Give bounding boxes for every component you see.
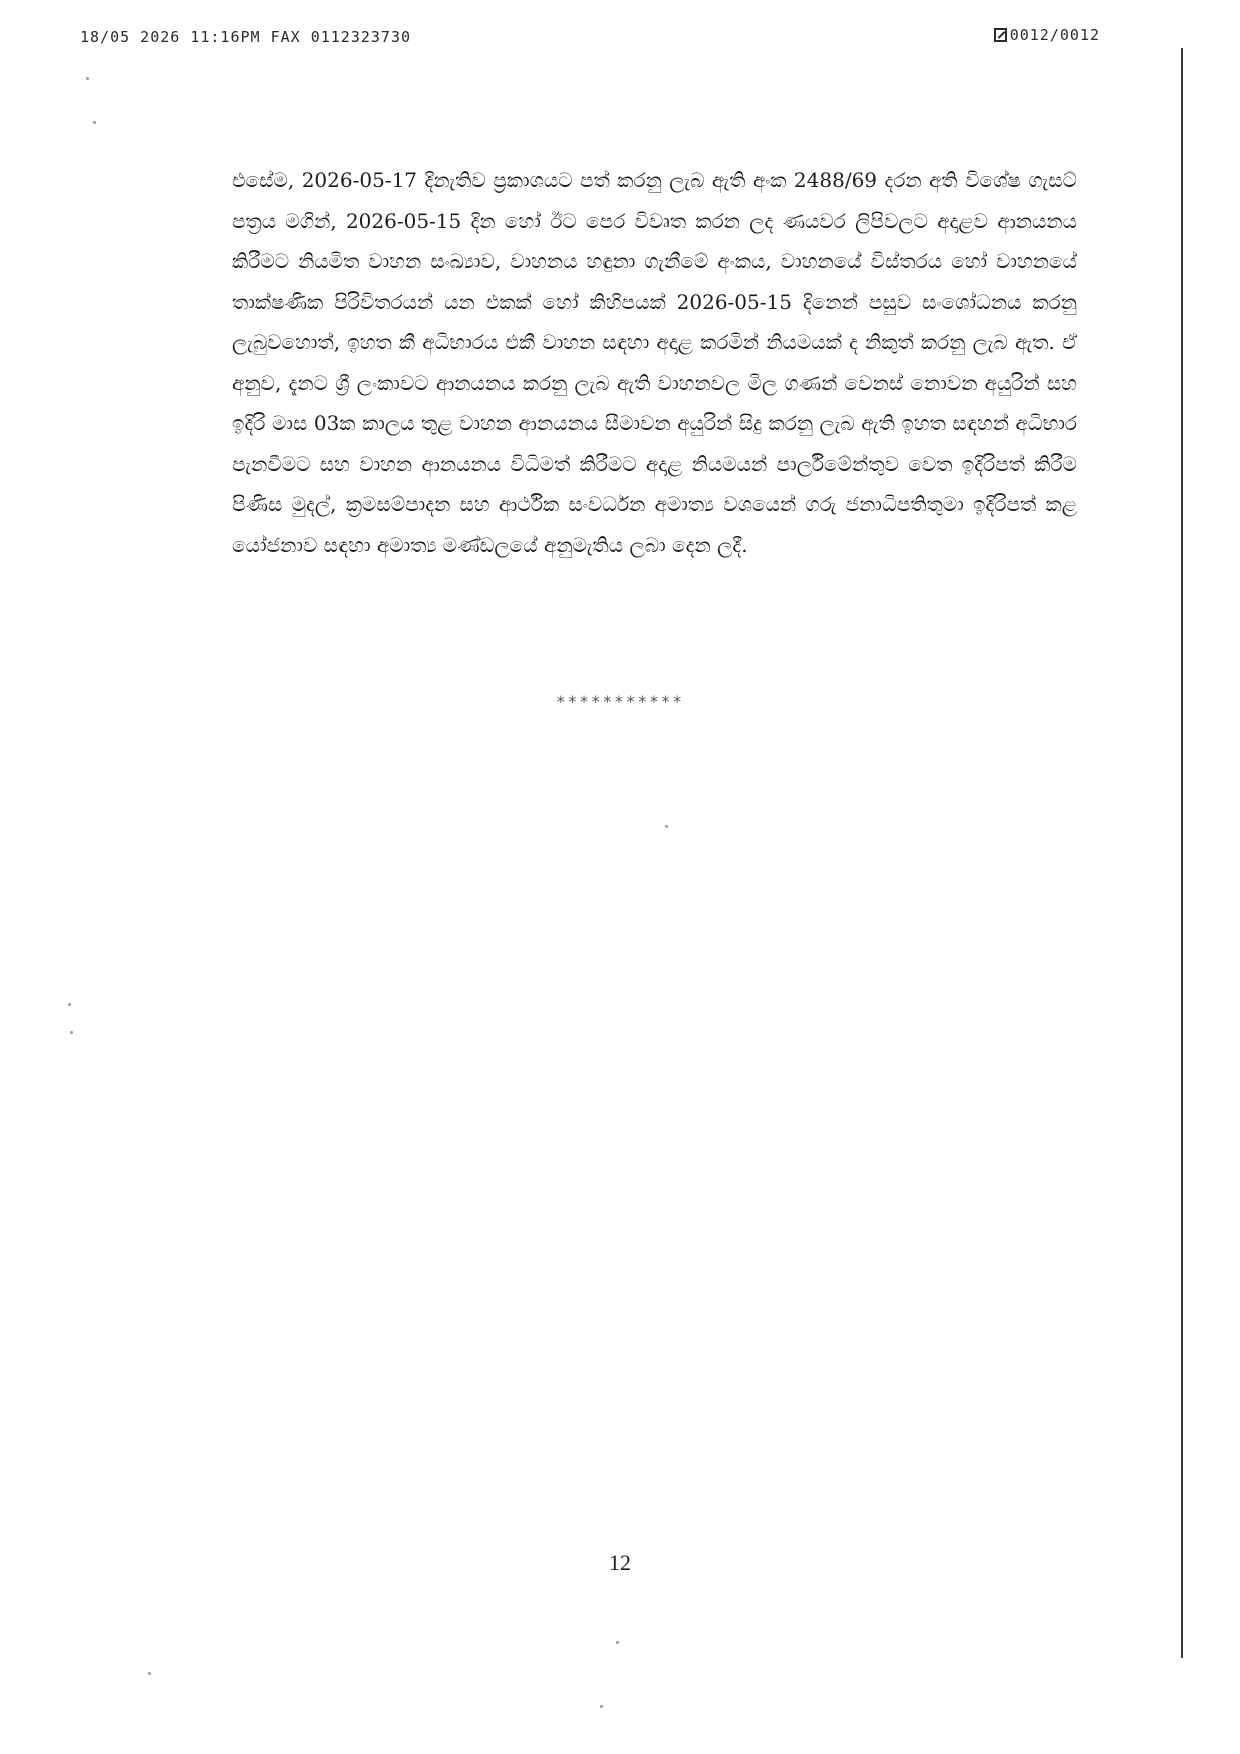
fax-page-counter xyxy=(994,26,1100,44)
scan-speck xyxy=(616,1641,619,1644)
scan-speck xyxy=(665,825,668,828)
scan-speck xyxy=(68,1003,71,1006)
fax-page-count: 0012/0012 xyxy=(1009,26,1100,44)
scan-speck xyxy=(600,1705,603,1708)
scan-speck xyxy=(86,77,89,80)
scan-speck xyxy=(70,1031,73,1034)
fax-header xyxy=(0,22,1240,50)
page-number: 12 xyxy=(609,1550,631,1575)
scan-speck xyxy=(148,1672,151,1675)
checkbox-mark-icon xyxy=(994,28,1007,42)
section-separator: *********** xyxy=(556,692,684,711)
scan-edge-line xyxy=(1181,48,1183,1658)
scan-speck xyxy=(93,121,96,124)
body-paragraph: එසේම, 2026-05-17 දිනැතිව ප්‍රකාශයට පත් කරනු ලැබ ඇති අංක 2488/69 දරන අති විශේෂ ගැසට් පත්‍රය මගින්, 2026-05-15 දින හෝ ඊට පෙර විවෘත කරන ලද ණයවර ලිපිවලට අදාළව ආනයනය කිරීමට නියමිත වාහන සංඛ්‍යාව, වාහනය හඳුනා ගැනීමේ අංකය, වාහනයේ විස්තරය හෝ වාහනයේ තාක්ෂණික පිරිවිතරයන් යන එකක් හෝ කිහිපයක් 2026-05-15 දිනෙන් පසුව සංශෝධනය කරනු ලැබුවහොත්, ඉහත කී අධිභාරය එකී වාහන සඳහා අදාළ කරමින් නියමයක් ද නිකුත් කරනු ලැබ ඇත. ඒ අනුව, දැනට ශ්‍රී ලංකාවට ආනයනය කරනු ලැබ ඇති වාහනවල මිල ගණන් වෙනස් නොවන අයුරින් සහ ඉදිරි මාස 03ක කාලය තුළ වාහන ආනයනය සීමාවන අයුරින් සිදු කරනු ලැබ ඇති ඉහත සඳහන් අධිභාර පැනවීමට සහ වාහන ආනයනය විධිමත් කිරීමට අදාළ නියමයන් පාර්ලිමේන්තුව වෙත ඉදිරිපත් කිරීම පිණිස මුදල්, ක්‍රමසම්පාදන සහ ආර්ථික සංවර්ධන අමාත්‍ය වශයෙන් ගරු ජනාධිපතිතුමා ඉදිරිපත් කළ යෝජනාව සඳහා අමාත්‍ය මණ්ඩලයේ අනුමැතිය ලබා දෙන ලදී. xyxy=(232,168,1077,557)
fax-timestamp-line: 18/05 2026 11:16PM FAX 0112323730 xyxy=(80,28,412,46)
